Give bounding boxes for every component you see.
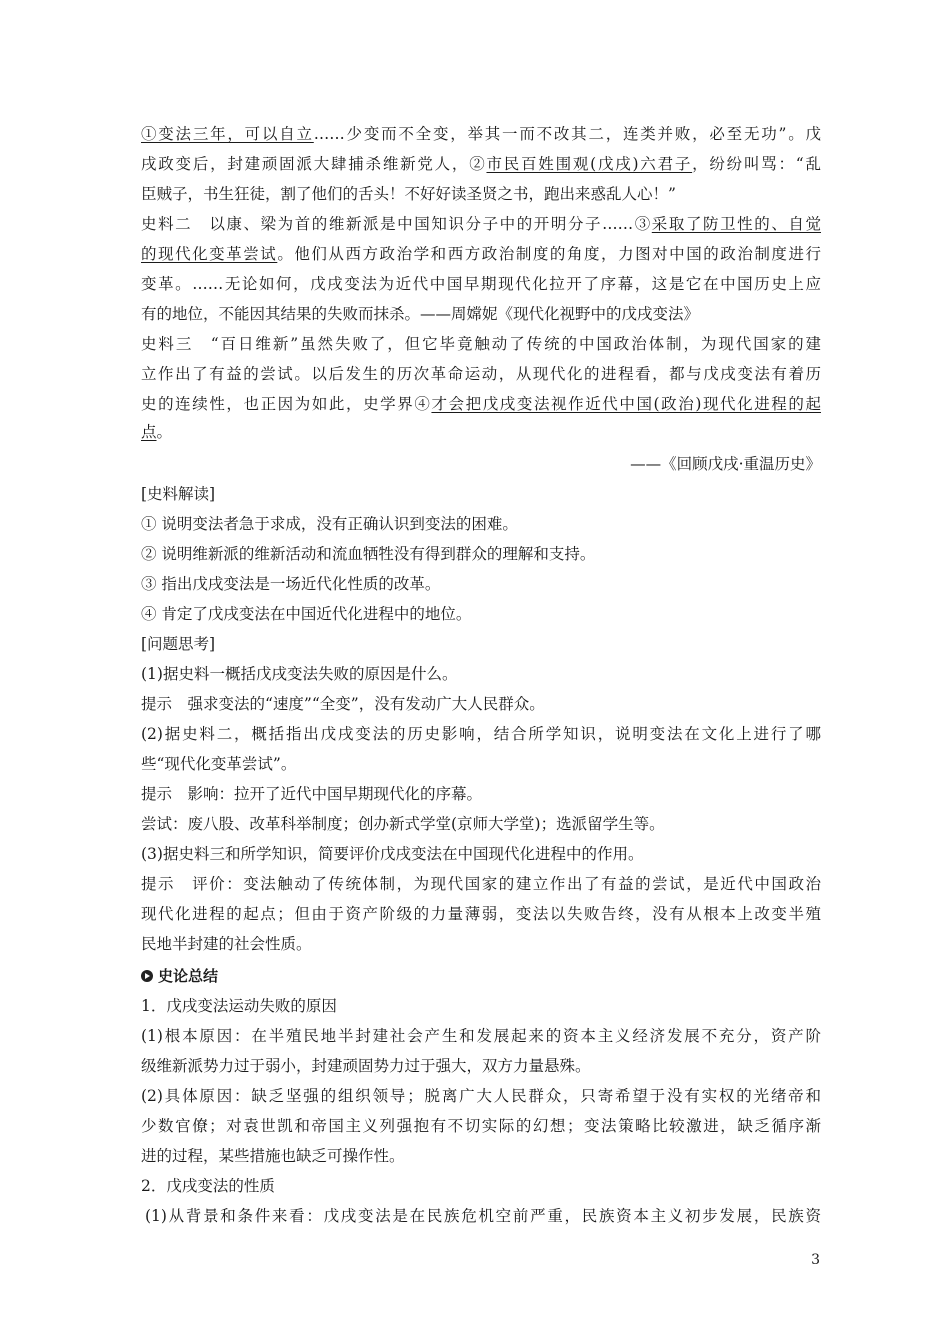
- text-span: 史料二 以康、梁为首的维新派是中国知识分子中的开明分子……③: [141, 215, 652, 233]
- underlined-phrase: ①变法三年，可以自立: [141, 125, 314, 143]
- text-line: 臣贼子，书生狂徒，割了他们的舌头！不好好读圣贤之书，跑出来惑乱人心！”: [141, 185, 676, 203]
- text-span: ……少变而不全变，举其一而不改其二，连类并败，必至无功”。戊: [313, 125, 821, 143]
- text-line: 2．戊戌变法的性质: [141, 1177, 275, 1195]
- underlined-phrase: 才会把戊戌变法视作近代中国(政治)现代化进程的起: [431, 395, 821, 413]
- text-line: [141, 151, 821, 177]
- text-span: ，纷纷叫骂：“乱: [692, 155, 821, 173]
- text-line: 立作出了有益的尝试。以后发生的历次革命运动，从现代化的进程看，都与戊戌变法有着历: [141, 365, 821, 383]
- text-line: 尝试：废八股、改革科举制度；创办新式学堂(京师大学堂)；选派留学生等。: [141, 815, 665, 833]
- play-circle-icon: [141, 970, 153, 982]
- text-line: 提示 影响：拉开了近代中国早期现代化的序幕。: [141, 785, 483, 803]
- text-line: [141, 211, 821, 237]
- text-line: ④ 肯定了戊戌变法在中国近代化进程中的地位。: [141, 605, 472, 623]
- text-line: 变革。……无论如何，戊戌变法为近代中国早期现代化拉开了序幕，这是它在中国历史上应: [141, 275, 821, 293]
- text-line: (1)据史料一概括戊戌变法失败的原因是什么。: [141, 665, 458, 683]
- text-line: (2)据史料二，概括指出戊戌变法的历史影响，结合所学知识，说明变法在文化上进行了哪: [141, 725, 821, 743]
- text-line: [141, 419, 821, 445]
- text-span: 戌政变后，封建顽固派大肆捕杀维新党人，: [141, 155, 470, 173]
- page-number: 3: [811, 1252, 820, 1268]
- text-line: 级维新派势力过于弱小，封建顽固势力过于强大，双方力量悬殊。: [141, 1057, 591, 1075]
- text-line: 现代化进程的起点；但由于资产阶级的力量薄弱，变法以失败告终，没有从根本上改变半殖: [141, 905, 821, 923]
- text-line: ① 说明变法者急于求成，没有正确认识到变法的困难。: [141, 515, 518, 533]
- heading-text: 史论总结: [158, 967, 219, 985]
- text-line: ③ 指出戊戌变法是一场近代化性质的改革。: [141, 575, 441, 593]
- text-line: 些“现代化变革尝试”。: [141, 755, 297, 773]
- text-line: (2)具体原因：缺乏坚强的组织领导；脱离广大人民群众，只寄希望于没有实权的光绪帝和: [141, 1087, 821, 1105]
- underlined-phrase: 点: [141, 423, 157, 441]
- text-line: (3)据史料三和所学知识，简要评价戊戌变法在中国现代化进程中的作用。: [141, 845, 644, 863]
- text-line: 少数官僚；对袁世凯和帝国主义列强抱有不切实际的幻想；变法策略比较激进，缺乏循序渐: [141, 1117, 821, 1135]
- section-label: [史料解读]: [141, 485, 216, 503]
- underlined-phrase: 采取了防卫性的、自觉: [651, 215, 821, 233]
- underlined-phrase: 的现代化变革尝试: [141, 245, 278, 263]
- text-span: 。他们从西方政治学和西方政治制度的角度，力图对中国的政治制度进行: [277, 245, 821, 263]
- text-line: (1)从背景和条件来看：戊戌变法是在民族危机空前严重，民族资本主义初步发展，民族资: [145, 1207, 821, 1225]
- text-line: 史料三 “百日维新”虽然失败了，但它毕竟触动了传统的中国政治体制，为现代国家的建: [141, 335, 821, 353]
- section-label: [问题思考]: [141, 635, 216, 653]
- text-line: 进的过程，某些措施也缺乏可操作性。: [141, 1147, 405, 1165]
- text-line: 民地半封建的社会性质。: [141, 935, 312, 953]
- text-line: [141, 391, 821, 417]
- text-line: ② 说明维新派的维新活动和流血牺牲没有得到群众的理解和支持。: [141, 545, 596, 563]
- text-line: [141, 241, 821, 267]
- text-line: (1)根本原因：在半殖民地半封建社会产生和发展起来的资本主义经济发展不充分，资产阶: [141, 1027, 821, 1045]
- text-line: 1．戊戌变法运动失败的原因: [141, 997, 337, 1015]
- text-line: 提示 评价：变法触动了传统体制，为现代国家的建立作出了有益的尝试，是近代中国政治: [141, 875, 821, 893]
- text-line: 有的地位，不能因其结果的失败而抹杀。——周嫦妮《现代化视野中的戊戌变法》: [141, 305, 700, 323]
- text-line: 提示 强求变法的“速度”“全变”，没有发动广大人民群众。: [141, 695, 545, 713]
- text-span: 史的连续性，也正因为如此，史学界④: [141, 395, 432, 413]
- source-citation: ——《回顾戊戌·重温历史》: [630, 455, 821, 473]
- text-span: 。: [156, 423, 173, 441]
- text-span: ②: [469, 155, 487, 173]
- section-heading: [141, 963, 821, 989]
- underlined-phrase: 市民百姓围观(戊戌)六君子: [486, 155, 693, 173]
- text-line: [141, 121, 821, 147]
